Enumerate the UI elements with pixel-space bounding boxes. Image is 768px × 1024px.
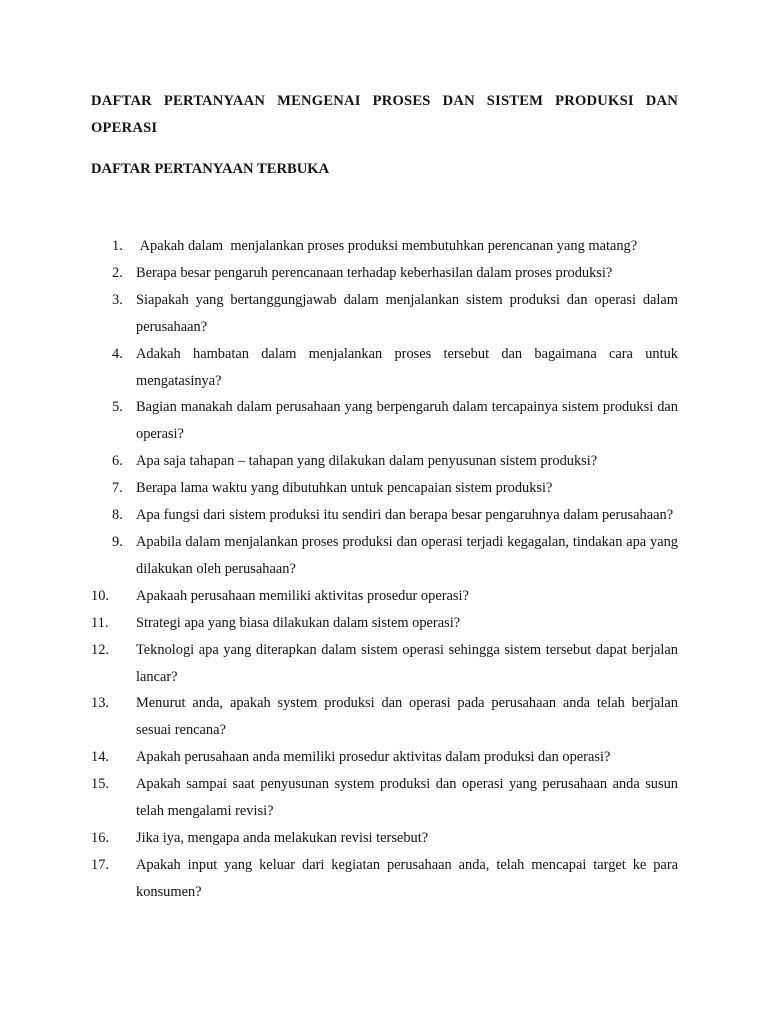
question-number: 2.: [112, 264, 123, 281]
question-text: Apa saja tahapan – tahapan yang dilakukan dalam penyusunan sistem produksi?: [136, 453, 598, 470]
question-item: [91, 475, 678, 502]
question-number: 3.: [112, 291, 123, 308]
question-number: 11.: [91, 614, 109, 631]
question-text: Apakaah perusahaan memiliki aktivitas prosedur operasi?: [136, 587, 469, 604]
question-text: Jika iya, mengapa anda melakukan revisi tersebut?: [136, 829, 429, 846]
question-list: [91, 233, 678, 906]
question-text: Apakah dalam menjalankan proses produksi membutuhkan perencanan yang matang?: [136, 238, 638, 254]
question-item: [91, 448, 678, 475]
question-text: Teknologi apa yang diterapkan dalam sistem operasi sehingga sistem tersebut dapat berjalan lancar?: [136, 641, 678, 685]
question-text: Adakah hambatan dalam menjalankan proses tersebut dan bagaimana cara untuk mengatasinya?: [136, 345, 678, 389]
question-text: Strategi apa yang biasa dilakukan dalam sistem operasi?: [136, 614, 461, 631]
question-number: 16.: [91, 829, 109, 846]
question-number: 5.: [112, 399, 123, 416]
question-text: Apa fungsi dari sistem produksi itu sendiri dan berapa besar pengaruhnya dalam perusahaan?: [136, 507, 674, 524]
question-number: 12.: [91, 641, 109, 658]
question-item: [91, 771, 678, 825]
question-number: 6.: [112, 453, 123, 470]
question-item: [91, 287, 678, 341]
question-number: 13.: [91, 695, 109, 712]
question-number: 17.: [91, 856, 109, 873]
question-text: Berapa besar pengaruh perencanaan terhadap keberhasilan dalam proses produksi?: [136, 264, 613, 281]
question-text: Siapakah yang bertanggungjawab dalam menjalankan sistem produksi dan operasi dalam perusahaan?: [136, 291, 678, 335]
question-item: [91, 825, 678, 852]
question-number: 9.: [112, 533, 123, 550]
question-item: [91, 502, 678, 529]
question-item: [91, 394, 678, 448]
question-item: [91, 529, 678, 583]
question-number: 4.: [112, 345, 123, 362]
question-item: [91, 610, 678, 637]
question-item: [91, 744, 678, 771]
question-number: 15.: [91, 776, 109, 793]
question-text: Apakah sampai saat penyusunan system produksi dan operasi yang perusahaan anda susun telah mengalami revisi?: [136, 776, 678, 820]
question-text: Berapa lama waktu yang dibutuhkan untuk pencapaian sistem produksi?: [136, 480, 553, 497]
question-item: [91, 690, 678, 744]
question-item: [91, 341, 678, 395]
question-text: Apabila dalam menjalankan proses produksi dan operasi terjadi kegagalan, tindakan apa yang dilakukan oleh perusahaan?: [136, 533, 678, 577]
question-item: [91, 260, 678, 287]
question-item: [91, 583, 678, 610]
question-text: Apakah input yang keluar dari kegiatan perusahaan anda, telah mencapai target ke para konsumen?: [136, 856, 678, 900]
question-number: 8.: [112, 507, 123, 524]
question-number: 7.: [112, 480, 123, 497]
question-text: Bagian manakah dalam perusahaan yang berpengaruh dalam tercapainya sistem produksi dan operasi?: [136, 399, 678, 443]
question-number: 1.: [112, 238, 123, 254]
document-title: DAFTAR PERTANYAAN MENGENAI PROSES DAN SISTEM PRODUKSI DAN OPERASI: [91, 93, 678, 136]
question-number: 10.: [91, 587, 109, 604]
question-number: 14.: [91, 749, 109, 766]
question-text: Apakah perusahaan anda memiliki prosedur aktivitas dalam produksi dan operasi?: [136, 749, 611, 766]
question-text: Menurut anda, apakah system produksi dan operasi pada perusahaan anda telah berjalan sesuai rencana?: [136, 695, 678, 739]
question-item: [91, 852, 678, 906]
question-item: [91, 637, 678, 691]
document-subtitle: DAFTAR PERTANYAAN TERBUKA: [91, 161, 330, 177]
question-item: [91, 233, 678, 260]
